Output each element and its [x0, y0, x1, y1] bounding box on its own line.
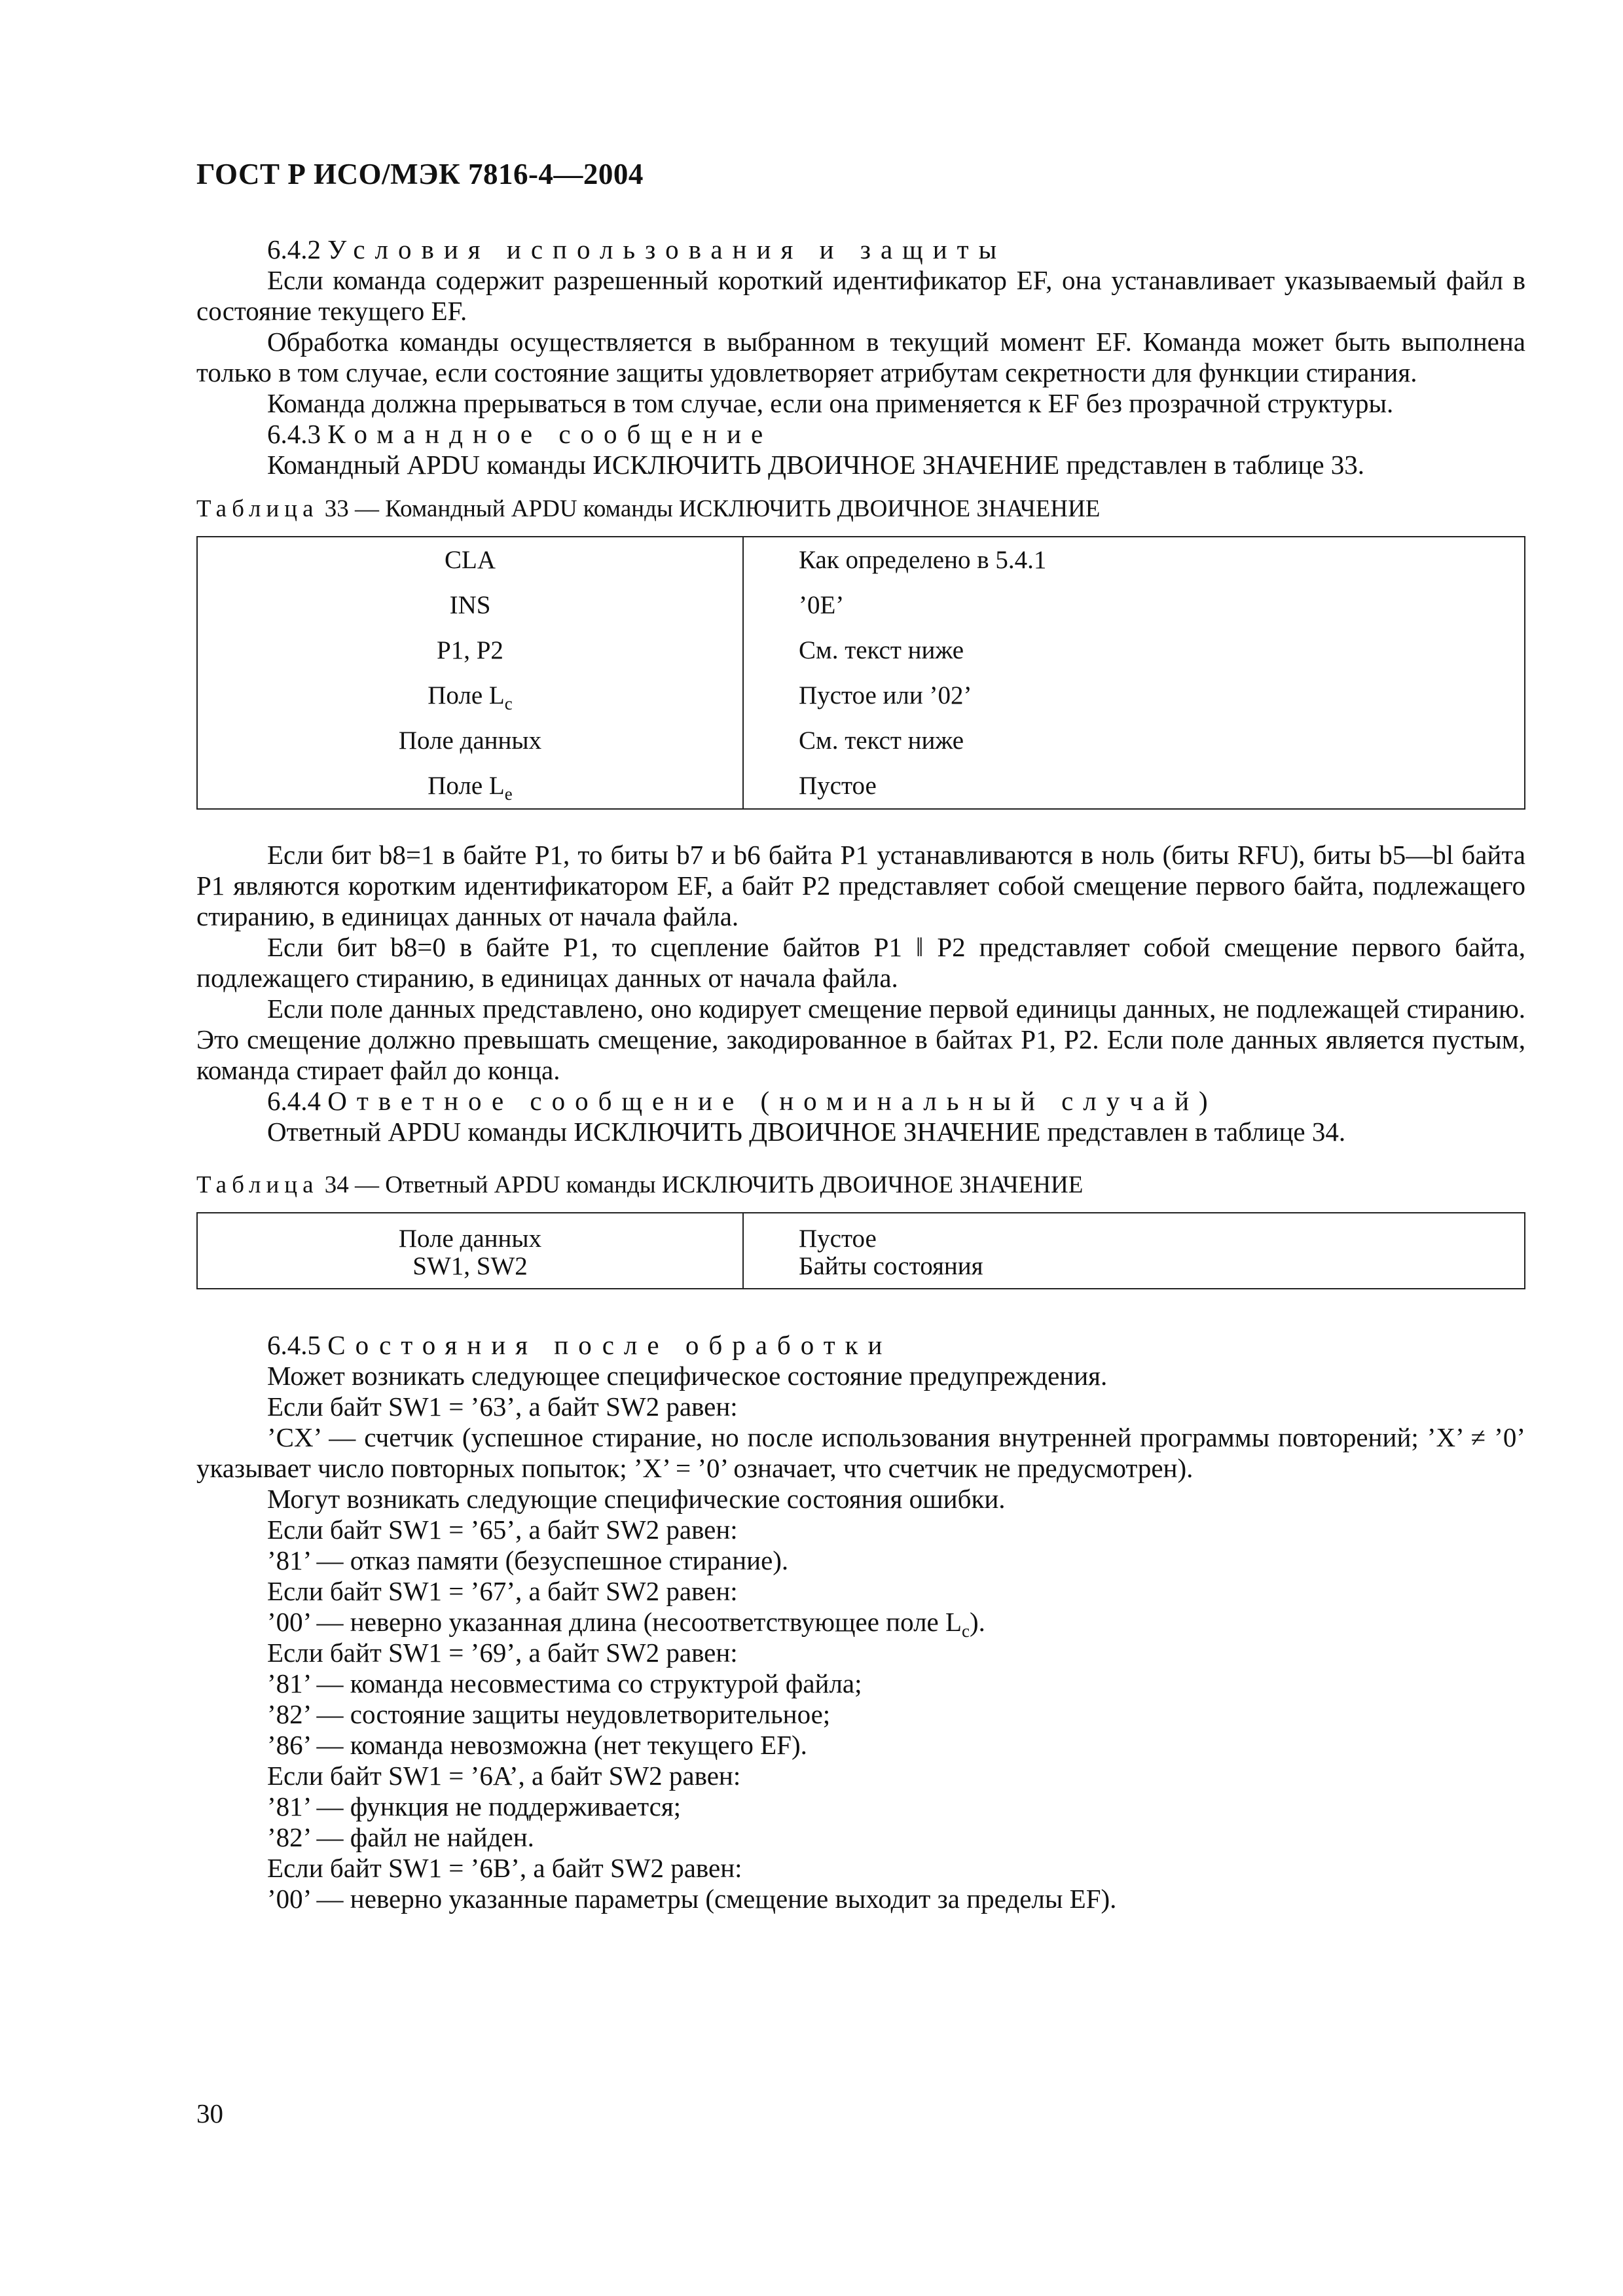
section-6-4-3-heading: [196, 419, 1525, 450]
text-line: [196, 1607, 1525, 1641]
table-caption-text: 33 — Командный APDU команды ИСКЛЮЧИТЬ ДВОИЧНОЕ ЗНАЧЕНИЕ: [324, 495, 1101, 522]
page-number: 30: [196, 2098, 223, 2128]
text-line: Если байт SW1 = ’6A’, а байт SW2 равен:: [267, 1761, 741, 1791]
table-cell: INS: [197, 583, 743, 628]
table-cell: [197, 1213, 743, 1289]
table-cell: Как определено в 5.4.1: [799, 546, 1047, 574]
text-line: Могут возникать следующие специфические состояния ошибки.: [267, 1484, 1006, 1514]
table-row: [197, 583, 1525, 628]
cell-subscript: c: [504, 694, 513, 713]
text-line: Если байт SW1 = ’69’, а байт SW2 равен:: [267, 1638, 738, 1668]
text-line: Если байт SW1 = ’65’, а байт SW2 равен:: [267, 1515, 738, 1545]
table-caption-word: Таблица: [196, 495, 319, 522]
paragraph: Командный APDU команды ИСКЛЮЧИТЬ ДВОИЧНОЕ ЗНАЧЕНИЕ представлен в таблице 33.: [267, 450, 1365, 480]
section-title: Ответное сообщение (номинальный случай): [327, 1086, 1218, 1116]
text-line: ’81’ — функция не поддерживается;: [267, 1791, 682, 1821]
cell-line: SW1, SW2: [412, 1252, 528, 1280]
section-title: Состояния после обработки: [327, 1330, 892, 1360]
section-6-4-4-heading: [196, 1086, 1525, 1117]
table-row: [197, 628, 1525, 673]
table-cell: [197, 673, 743, 718]
text-line: ’82’ — состояние защиты неудовлетворительное;: [267, 1699, 831, 1729]
table-cell: Пустое: [799, 772, 877, 800]
table-cell: [197, 763, 743, 809]
table-33: [196, 536, 1525, 810]
section-number: 6.4.4: [267, 1086, 321, 1116]
text-line: ’82’ — файл не найден.: [267, 1822, 534, 1852]
table-caption-word: Таблица: [196, 1172, 319, 1198]
line-subscript: c: [962, 1621, 970, 1641]
table-row: [197, 718, 1525, 763]
cell-line: Поле данных: [398, 1225, 542, 1253]
table-cell: См. текст ниже: [799, 726, 964, 755]
table-row: [197, 1213, 1525, 1289]
section-number: 6.4.2: [267, 234, 321, 264]
text-line: ’81’ — команда несовместима со структурой файла;: [267, 1668, 862, 1698]
table-cell: См. текст ниже: [799, 636, 964, 664]
section-title: Командное сообщение: [327, 419, 773, 449]
line-text: ’00’ — неверно указанная длина (несоответствующее поле L: [267, 1607, 962, 1637]
table-row: [197, 673, 1525, 718]
text-line: ’CX’ — счетчик (успешное стирание, но после использования внутренней программы повторений; ’X’ ≠ ’0’ указывает число повторных попыток; ’X’ = ’0’ означает, что счетчик не предусмотрен).: [196, 1422, 1525, 1483]
text-line: Если байт SW1 = ’6B’, а байт SW2 равен:: [267, 1853, 742, 1883]
cell-text: Поле L: [428, 681, 505, 709]
cell-text: Поле L: [428, 772, 505, 800]
paragraph: Если команда содержит разрешенный короткий идентификатор EF, она устанавливает указываемый файл в состояние текущего EF.: [196, 265, 1525, 326]
paragraph: Ответный APDU команды ИСКЛЮЧИТЬ ДВОИЧНОЕ ЗНАЧЕНИЕ представлен в таблице 34.: [267, 1117, 1346, 1147]
text-line: ’00’ — неверно указанные параметры (смещение выходит за пределы EF).: [267, 1884, 1117, 1914]
table-cell: P1, P2: [197, 628, 743, 673]
table-cell: Пустое или ’02’: [799, 681, 972, 709]
table-cell: CLA: [197, 537, 743, 583]
table-cell: Поле данных: [197, 718, 743, 763]
text-line: ’81’ — отказ памяти (безуспешное стирание).: [267, 1545, 789, 1575]
paragraph: Если поле данных представлено, оно кодирует смещение первой единицы данных, не подлежащей стиранию. Это смещение должно превышать смещение, закодированное в байтах P1, P2. Если поле данных является пустым, команда стирает файл до конца.: [196, 994, 1525, 1085]
section-number: 6.4.3: [267, 419, 321, 449]
cell-line: Байты состояния: [799, 1252, 983, 1280]
section-number: 6.4.5: [267, 1330, 321, 1360]
paragraph: Обработка команды осуществляется в выбранном в текущий момент EF. Команда может быть выполнена только в том случае, если состояние защиты удовлетворяет атрибутам секретности для функции стирания.: [196, 327, 1525, 387]
cell-subscript: e: [504, 784, 513, 804]
section-6-4-2-heading: [196, 234, 1525, 265]
table-cell: [743, 1213, 1525, 1289]
cell-line: Пустое: [799, 1225, 877, 1253]
text-line: Может возникать следующее специфическое состояние предупреждения.: [267, 1361, 1108, 1391]
table-33-caption: [196, 493, 1525, 524]
document-page: [196, 157, 1525, 1914]
section-6-4-5-heading: [196, 1330, 1525, 1361]
table-34: [196, 1212, 1525, 1289]
table-row: [197, 537, 1525, 583]
document-header: ГОСТ Р ИСО/МЭК 7816-4—2004: [196, 158, 644, 190]
paragraph: Команда должна прерываться в том случае, если она применяется к EF без прозрачной структуры.: [267, 388, 1394, 418]
line-text-end: ).: [970, 1607, 985, 1637]
section-title: Условия использования и защиты: [327, 234, 1007, 264]
table-caption-text: 34 — Ответный APDU команды ИСКЛЮЧИТЬ ДВОИЧНОЕ ЗНАЧЕНИЕ: [324, 1172, 1084, 1198]
paragraph: Если бит b8=1 в байте P1, то биты b7 и b6 байта P1 устанавливаются в ноль (биты RFU), биты b5—bl байта P1 являются коротким идентификатором EF, а байт P2 представляет собой смещение первого байта, подлежащего стиранию, в единицах данных от начала файла.: [196, 840, 1525, 931]
text-line: Если байт SW1 = ’67’, а байт SW2 равен:: [267, 1576, 738, 1606]
table-row: [197, 763, 1525, 809]
paragraph: Если бит b8=0 в байте P1, то сцепление байтов P1 ‖ P2 представляет собой смещение первого байта, подлежащего стиранию, в единицах данных от начала файла.: [196, 932, 1525, 993]
table-cell: ’0E’: [799, 591, 845, 619]
text-line: Если байт SW1 = ’63’, а байт SW2 равен:: [267, 1391, 738, 1422]
text-line: ’86’ — команда невозможна (нет текущего EF).: [267, 1730, 807, 1760]
table-34-caption: [196, 1170, 1525, 1200]
